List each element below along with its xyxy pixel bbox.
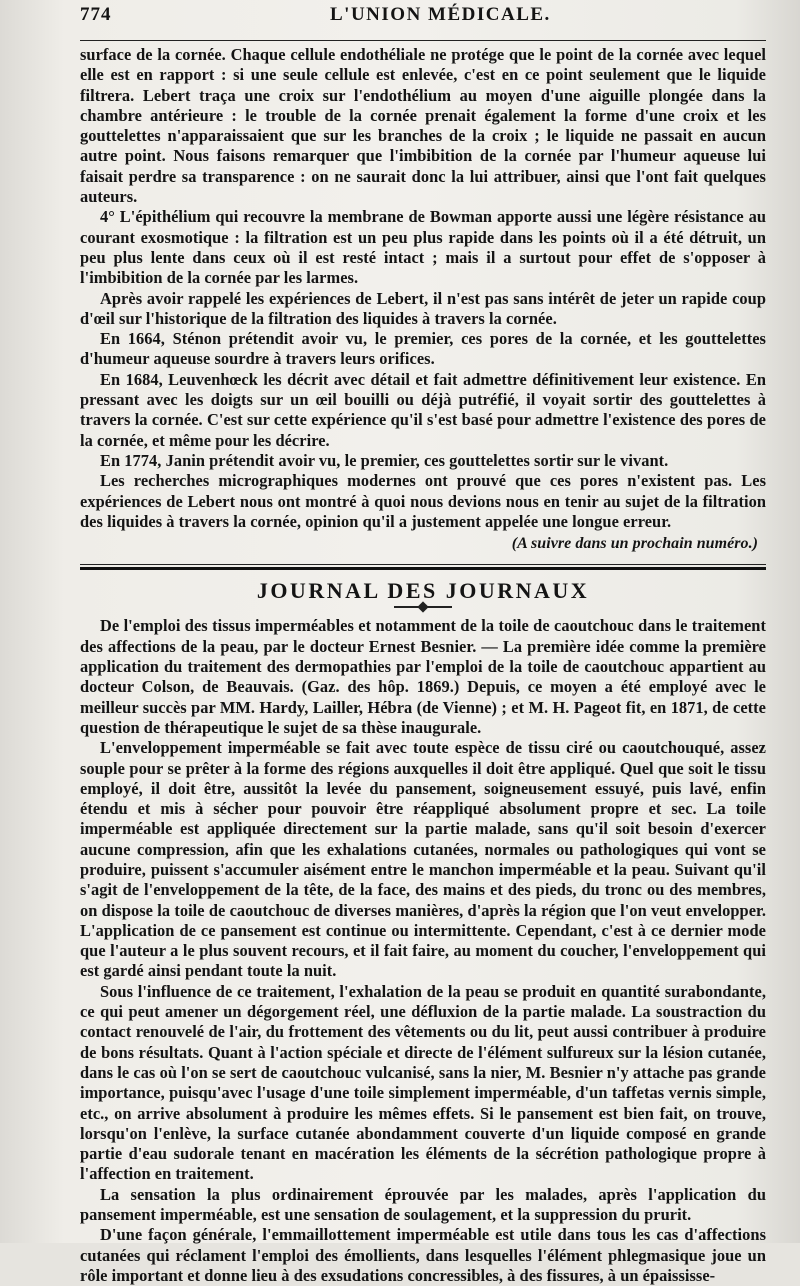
paragraph: surface de la cornée. Chaque cellule endothéliale ne protége que le point de la cornée avec lequel elle est en rapport : si une seule cellule est enlevée, c'est en ce point seulement que le liquide filtrera. Lebert traça une croix sur l'endothélium au moyen d'une aiguille plongée dans la chambre antérieure : le trouble de la cornée prenait également la forme d'une croix et les gouttelettes n'apparaissaient que sur les branches de la croix ; le liquide ne passait en aucun autre point. Nous faisons remarquer que l'imbibition de la cornée par l'humeur aqueuse lui faisait perdre sa transparence : on ne saurait donc la lui attribuer, ainsi que l'ont fait quelques auteurs. <box>80 45 766 207</box>
paragraph: 4° L'épithélium qui recouvre la membrane de Bowman apporte aussi une légère résistance au courant exosmotique : la filtration est un peu plus rapide dans les points où il a été détruit, un peu plus lente dans ceux où il est resté intact ; mais il a surtout pour effet de s'opposer à l'imbibition de la cornée par les larmes. <box>80 207 766 288</box>
paragraph: En 1774, Janin prétendit avoir vu, le premier, ces gouttelettes sortir sur le vivant. <box>100 450 669 470</box>
section-divider <box>80 564 766 570</box>
paragraph: Les recherches micrographiques modernes ont prouvé que ces pores n'existent pas. Les expériences de Lebert nous ont montré à quoi nous devions nous en tenir au sujet de la filtration des liquides à travers la cornée, opinion qu'il a justement appelée une longue erreur. <box>80 471 766 531</box>
paragraph: D'une façon générale, l'emmaillottement imperméable est utile dans tous les cas d'affections cutanées qui réclament l'emploi des émollients, dans lesquelles l'élément phlegmasique joue un rôle important et donne lieu à des exsudations concressibles, à des fissures, à un épaississe- <box>80 1225 766 1285</box>
paragraph: Après avoir rappelé les expériences de Lebert, il n'est pas sans intérêt de jeter un rapide coup d'œil sur l'historique de la filtration des liquides à travers la cornée. <box>80 288 766 328</box>
page-header <box>80 4 766 34</box>
paragraph: En 1684, Leuvenhœck les décrit avec détail et fait admettre définitivement leur existence. En pressant avec les doigts sur un œil bouilli ou déjà putréfié, il voyait sortir des gouttelettes à travers la cornée. C'est sur cette expérience qu'il s'est basé pour admettre l'existence des pores de la cornée, et même pour les décrire. <box>80 369 766 450</box>
divider-rule-thin <box>80 564 766 565</box>
header-rule <box>80 40 766 41</box>
page-number: 774 <box>80 4 112 25</box>
running-title: L'UNION MÉDICALE. <box>330 4 551 25</box>
paragraph: De l'emploi des tissus imperméables et notamment de la toile de caoutchouc dans le traitement des affections de la peau, par le docteur Ernest Besnier. — La première idée comme la première application du traitement des dermopathies par l'emploi de la toile de caoutchouc appartient au docteur Colson, de Beauvais. (Gaz. des hôp. 1869.) Depuis, ce moyen a été employé avec le meilleur succès par MM. Hardy, Lailler, Hébra (de Vienne) ; et M. H. Pageot fit, en 1871, de cette question de thérapeutique le sujet de sa thèse inaugurale. <box>80 616 766 737</box>
ornament-divider <box>394 606 452 608</box>
article-ending <box>80 45 766 554</box>
paragraph: L'enveloppement imperméable se fait avec toute espèce de tissu ciré ou caoutchouqué, assez souple pour se prêter à la forme des régions auxquelles il doit être appliqué. Quel que soit le tissu employé, il doit être, aussitôt la levée du pansement, soigneusement essuyé, puis lavé, enfin étendu et mis à sécher pour pouvoir être réappliqué absolument propre et sec. La toile imperméable est appliquée directement sur la partie malade, sans qu'il soit besoin d'exercer aucune compression, afin que les exhalations cutanées, normales ou pathologiques qui vont se produire, puissent s'accumuler aisément entre le manchon imperméable et la peau. Suivant qu'il s'agit de l'enveloppement de la tête, de la face, des mains et des pieds, du tronc ou des membres, on dispose la toile de caoutchouc de diverses manières, d'après la région que l'on veut envelopper. L'application de ce pansement est continue ou intermittente. Cependant, c'est à ce dernier mode que l'auteur a le plus souvent recours, et il fait faire, au moment du coucher, l'enveloppement qui est gardé ainsi pendant toute la nuit. <box>80 738 766 981</box>
paragraph: La sensation la plus ordinairement éprouvée par les malades, après l'application du pansement imperméable, est une sensation de soulagement, et la suppression du prurit. <box>80 1184 766 1225</box>
divider-rule-thick <box>80 567 766 570</box>
paragraph: En 1664, Sténon prétendit avoir vu, le premier, ces pores de la cornée, et les gouttelettes d'humeur aqueuse sourdre à travers leurs orifices. <box>80 329 766 369</box>
paragraph: Sous l'influence de ce traitement, l'exhalation de la peau se produit en quantité surabondante, ce qui peut amener un dégorgement réel, une défluxion de la partie malade. La soustraction du contact renouvelé de l'air, du frottement des vêtements ou du lit, peut aussi contribuer à produire de bons résultats. Quant à l'action spéciale et directe de l'élément sulfureux sur la lésion cutanée, dans le cas où l'on se sert de caoutchouc vulcanisé, sans la nier, M. Besnier n'y attache pas grande importance, puisqu'avec l'usage d'une toile simplement imperméable, d'un taffetas vernis simple, etc., on arrive absolument à produire les mêmes effets. Si le pansement est bien fait, on trouve, lorsqu'on l'enlève, la surface cutanée abondamment couverte d'un liquide composé en grande partie d'eau sudorale tenant en macération les éléments de la sécrétion pathologique propre à l'affection en traitement. <box>80 981 766 1184</box>
continuation-note: (A suivre dans un prochain numéro.) <box>511 535 758 553</box>
section-body <box>80 616 766 1286</box>
section-title: JOURNAL DES JOURNAUX <box>256 578 590 604</box>
